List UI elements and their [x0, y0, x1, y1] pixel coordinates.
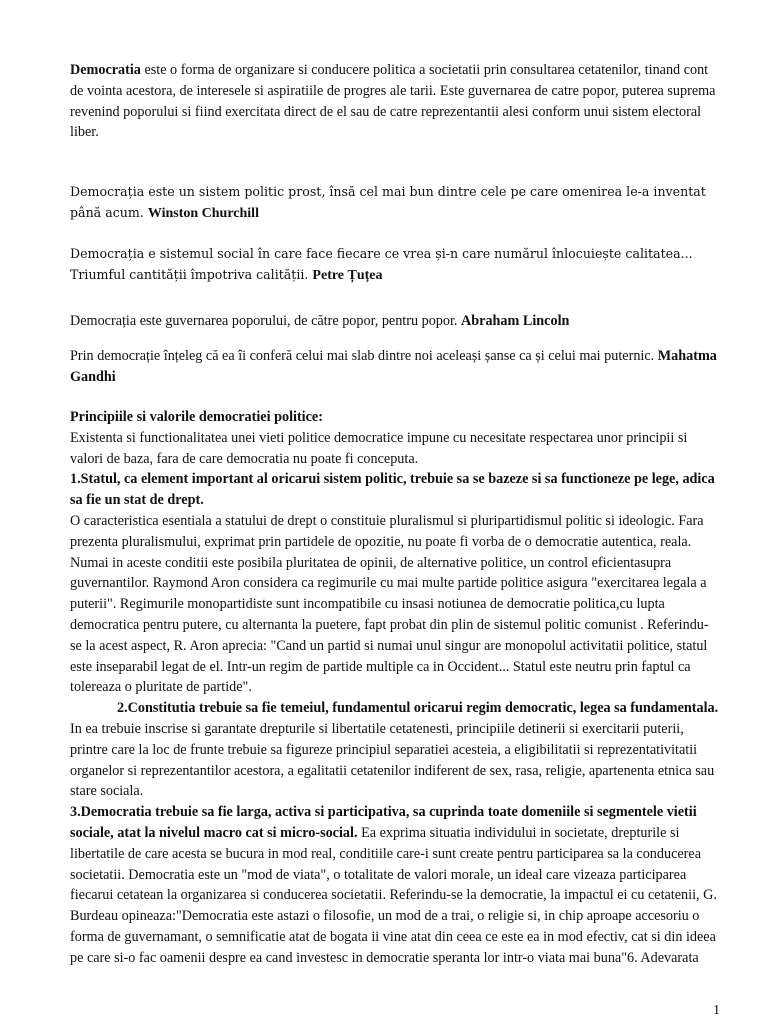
quote-author: Mahatma Gandhi [70, 348, 717, 385]
quote-tutea [70, 244, 720, 287]
principle-title: 2.Constitutia trebuie sa fie temeiul, fundamentul oricarui regim democratic, legea sa fundamentala. [117, 700, 719, 717]
quote-churchill [70, 182, 720, 225]
principle-item-3 [70, 802, 720, 968]
quote-author: Abraham Lincoln [461, 313, 570, 329]
principle-body: In ea trebuie inscrise si garantate drepturile si libertatile cetatenesti, principiile detinerii si exercitarii puterii, printre care la loc de frunte trebuie sa figureze principiul separatiei acesteia, a eligibilitatii si reprezentativitatii organelor si reprezentantilor acestora, a egalitatii cetatenilor indiferent de sex, rasa, religie, apartenenta etnica sau stare sociala. [70, 720, 715, 800]
quote-text: Democrația e sistemul social în care face fiecare ce vrea și-n care numărul înlocuiește calitatea... Triumful cantității împotriva calității. [70, 246, 693, 282]
principle-item-1 [70, 469, 720, 698]
principle-body: Ea exprima situatia individului in societate, drepturile si libertatile de care acesta se bucura in mod real, conditiile care-i sunt create pentru participarea sa la conducerea societatii. Democratia este un "mod de viata", o totalitate de valori morale, un ideal care vizeaza participarea fiecarui cetatean la organizarea si conducerea societatii. Referindu-se la democratie, la impactul ei cu cetatenii, G. Burdeau opineaza:"Democratia este astazi o filosofie, un mod de a trai, o religie si, in chip aproape accesoriu o forma de guvernamant, o semnificatie atat de bogata ii vine atat din ceea ce este ea in mod efectiv, cat si din ideea pe care si-o fac oamenii despre ea cand investesc in democratie speranta lor intr-o viata mai buna"6. Adevarata [70, 824, 717, 966]
quote-text: Democrația este guvernarea poporului, de către popor, pentru popor. [70, 313, 462, 329]
principle-item-2 [70, 698, 720, 802]
principle-body: O caracteristica esentiala a statului de drept o constituie pluralismul si pluripartidismul politic si ideologic. Fara prezenta pluralismului, exprimat prin partidele de opozitie, nu poate fi vorba de o democratie autentica, reala. Numai in aceste conditii este posibila pluritatea de opinii, de alternative politice, un control eficientasupra guvernantilor. Raymond Aron considera ca regimurile cu mai multe partide politice asigura "exercitarea legala a puterii". Regimurile monopartidiste sunt incompatibile cu insasi notiunea de democratie politica,cu lupta democratica pentru putere, cu alternanta la puetere, fapt probat din plin de sistemul politic comunist . Referindu-se la acest aspect, R. Aron aprecia: "Cand un partid si numai unul singur are monopolul activitatii politice, statul este inseparabil legat de el. Intr-un regim de partide multiple ca in Occident... Statul este neutru prin faptul ca tolereaza o pluritate de partide". [70, 512, 709, 696]
page-number: 1 [713, 1003, 720, 1018]
principles-section [70, 407, 720, 969]
quote-author: Petre Țuțea [312, 267, 383, 283]
quote-text: Democrația este un sistem politic prost, însă cel mai bun dintre cele pe care omenirea le-a inventat până acum. [70, 184, 706, 220]
quote-gandhi [70, 346, 720, 388]
principle-title: 1.Statul, ca element important al oricarui sistem politic, trebuie sa se bazeze si sa functioneze pe lege, adica sa fie un stat de drept. [70, 471, 715, 509]
intro-term: Democratia [70, 62, 141, 78]
principle-title: 3.Democratia trebuie sa fie larga, activa si participativa, sa cuprinda toate domeniile si segmentele vietii sociale, atat la nivelul macro cat si micro-social. [70, 804, 697, 841]
quote-text: Prin democrație înțeleg că ea îi conferă celui mai slab dintre noi aceleași șanse ca și celui mai puternic. [70, 348, 658, 364]
quote-lincoln [70, 311, 720, 332]
intro-paragraph [70, 60, 720, 143]
section-intro: Existenta si functionalitatea unei vieti politice democratice impune cu necesitate respectarea unor principii si valori de baza, fara de care democratia nu poate fi conceputa. [70, 429, 688, 467]
quote-author: Winston Churchill [147, 205, 259, 221]
section-heading: Principiile si valorile democratiei politice: [70, 409, 323, 425]
intro-text: este o forma de organizare si conducere politica a societatii prin consultarea cetatenilor, tinand cont de vointa acestora, de interesele si aspiratiile de progres ale tarii. Este guvernarea de catre popor, puterea suprema revenind poporului si fiind exercitata direct de el sau de catre reprezentantii alesi conform unui sistem electoral liber. [70, 62, 716, 141]
